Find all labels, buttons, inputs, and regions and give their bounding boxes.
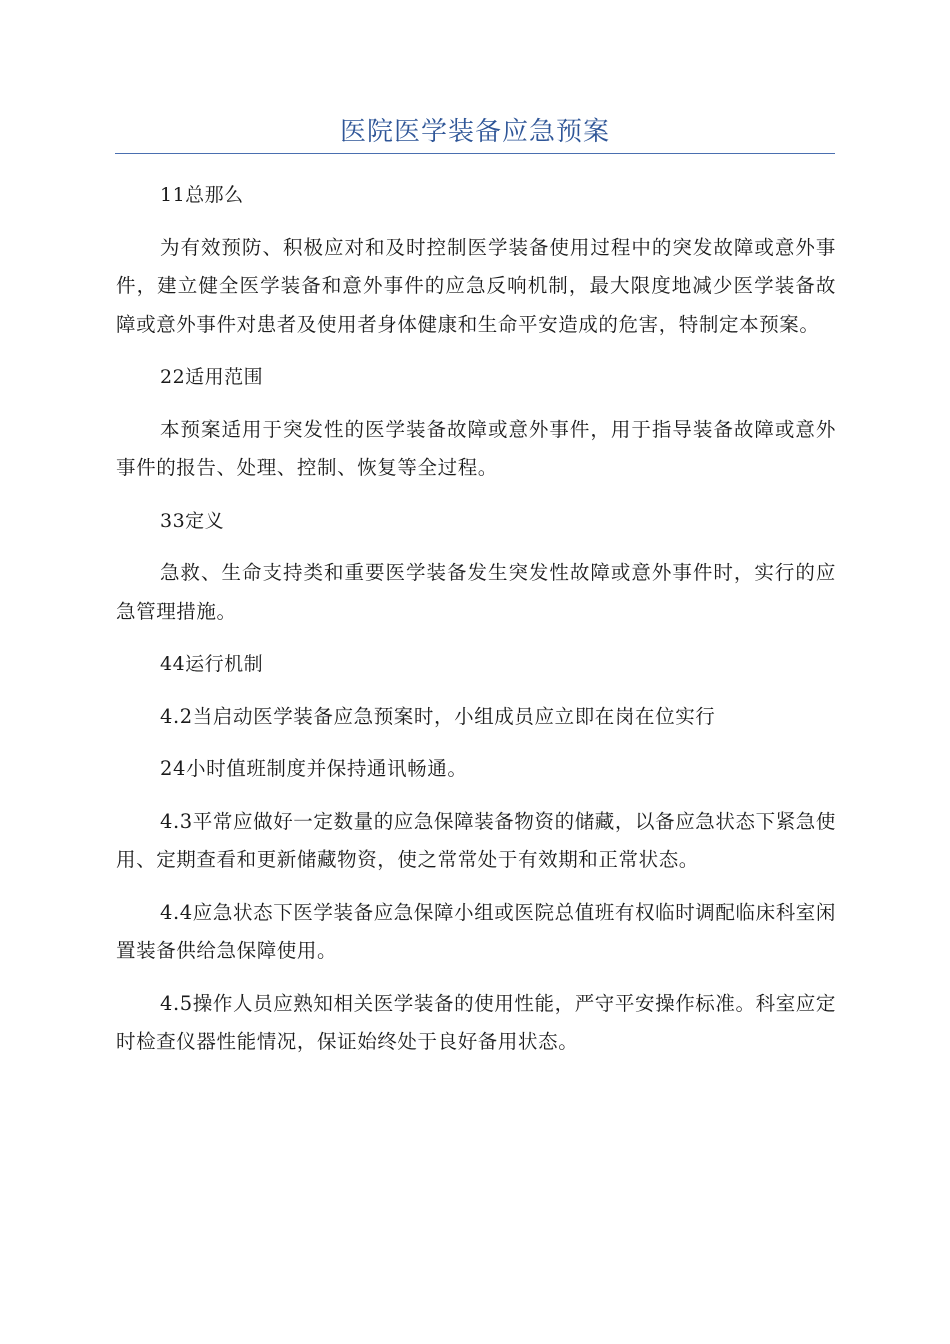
paragraph-24h-duty: 24小时值班制度并保持通讯畅通。 — [160, 757, 468, 780]
document-body — [116, 176, 836, 1076]
paragraph-4-4: 4.4应急状态下医学装备应急保障小组或医院总值班有权临时调配临床科室闲置装备供给急保障使用。 — [116, 900, 837, 962]
section-heading-definition: 33定义 — [160, 509, 225, 532]
paragraph-4-3: 4.3平常应做好一定数量的应急保障装备物资的储藏，以备应急状态下紧急使用、定期查看和更新储藏物资，使之常常处于有效期和正常状态。 — [116, 809, 837, 871]
paragraph-4-5: 4.5操作人员应熟知相关医学装备的使用性能，严守平安操作标准。科室应定时检查仪器性能情况，保证始终处于良好备用状态。 — [116, 991, 837, 1053]
section-heading-scope: 22适用范围 — [160, 366, 264, 388]
section-heading-general: 11总那么 — [160, 184, 244, 206]
paragraph-scope: 本预案适用于突发性的医学装备故障或意外事件，用于指导装备故障或意外事件的报告、处理、控制、恢复等全过程。 — [116, 417, 836, 479]
title-underline — [115, 153, 835, 154]
paragraph-definition: 急救、生命支持类和重要医学装备发生突发性故障或意外事件时，实行的应急管理措施。 — [116, 561, 836, 623]
paragraph-4-2: 4.2当启动医学装备应急预案时，小组成员应立即在岗在位实行 — [160, 704, 716, 728]
document-title: 医院医学装备应急预案 — [339, 117, 610, 147]
section-heading-mechanism: 44运行机制 — [160, 653, 264, 675]
paragraph-purpose: 为有效预防、积极应对和及时控制医学装备使用过程中的突发故障或意外事件，建立健全医学装备和意外事件的应急反响机制，最大限度地减少医学装备故障或意外事件对患者及使用者身体健康和生命平安造成的危害，特制定本预案。 — [116, 235, 836, 336]
